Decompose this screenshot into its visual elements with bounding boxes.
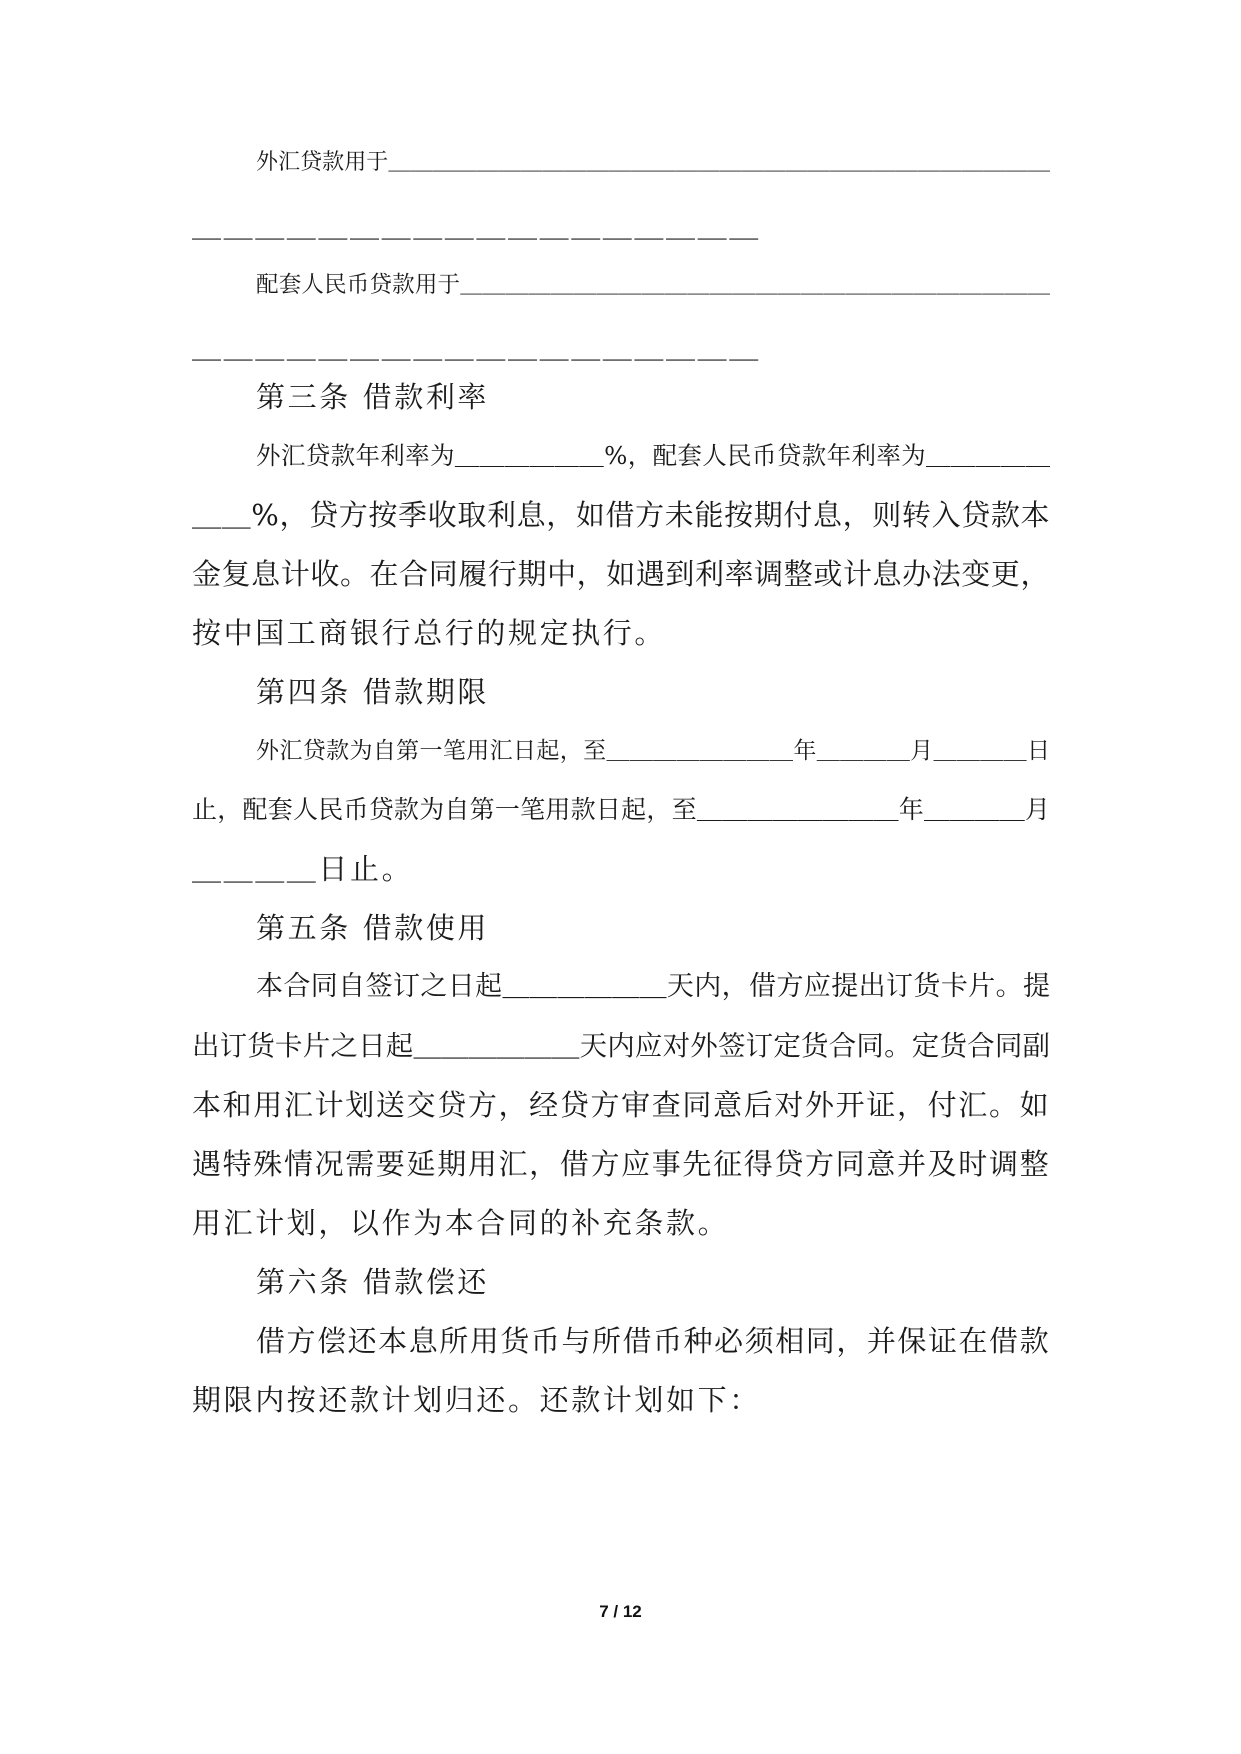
article-4-heading: 第四条 借款期限 — [256, 675, 490, 709]
article-5-heading: 第五条 借款使用 — [256, 911, 490, 945]
article-6-heading: 第六条 借款偿还 — [256, 1265, 490, 1299]
article-3-paragraph-line-3: 金复息计收。在合同履行期中，如遇到利率调整或计息办法变更， — [192, 557, 1050, 591]
article-3-paragraph-line-1: 外汇贷款年利率为＿＿＿＿＿＿%，配套人民币贷款年利率为＿＿＿＿＿ — [256, 441, 1050, 470]
article-3-heading: 第三条 借款利率 — [256, 380, 490, 414]
article-5-paragraph-line-1: 本合同自签订之日起＿＿＿＿＿＿天内，借方应提出订货卡片。提 — [256, 971, 1050, 1002]
article-6-paragraph-line-1: 借方偿还本息所用货币与所借币种必须相同，并保证在借款 — [256, 1324, 1050, 1358]
article-4-paragraph-line-2: 止，配套人民币贷款为自第一笔用款日起，至＿＿＿＿＿＿＿＿年＿＿＿＿月 — [192, 795, 1050, 824]
article-4-paragraph-line-3: ＿＿＿＿日止。 — [192, 852, 414, 886]
article-5-paragraph-line-5: 用汇计划，以作为本合同的补充条款。 — [192, 1206, 730, 1240]
article-3-paragraph-line-2: ＿＿%，贷方按季收取利息，如借方未能按期付息，则转入贷款本 — [192, 498, 1050, 532]
loan-purpose-foreign-line: 外汇贷款用于＿＿＿＿＿＿＿＿＿＿＿＿＿＿＿＿＿＿＿＿＿＿＿＿＿＿＿＿＿＿ — [256, 150, 1050, 175]
article-5-paragraph-line-4: 遇特殊情况需要延期用汇，借方应事先征得贷方同意并及时调整 — [192, 1147, 1050, 1181]
loan-purpose-rmb-line: 配套人民币贷款用于＿＿＿＿＿＿＿＿＿＿＿＿＿＿＿＿＿＿＿＿＿＿＿＿＿＿ — [256, 272, 1050, 298]
article-5-paragraph-line-2: 出订货卡片之日起＿＿＿＿＿＿天内应对外签订定货合同。定货合同副 — [192, 1030, 1050, 1062]
page-number: 7 / 12 — [599, 1602, 642, 1621]
article-5-paragraph-line-3: 本和用汇计划送交贷方，经贷方审查同意后对外开证，付汇。如 — [192, 1088, 1050, 1122]
article-3-paragraph-line-4: 按中国工商银行总行的规定执行。 — [192, 616, 667, 650]
loan-purpose-foreign-blank: ＿＿＿＿＿＿＿＿＿＿＿＿＿＿＿＿＿＿ — [192, 209, 761, 243]
loan-purpose-rmb-blank: ＿＿＿＿＿＿＿＿＿＿＿＿＿＿＿＿＿＿ — [192, 330, 761, 364]
article-4-paragraph-line-1: 外汇贷款为自第一笔用汇日起，至＿＿＿＿＿＿＿＿年＿＿＿＿月＿＿＿＿日 — [256, 738, 1050, 764]
article-6-paragraph-line-2: 期限内按还款计划归还。还款计划如下： — [192, 1383, 761, 1417]
